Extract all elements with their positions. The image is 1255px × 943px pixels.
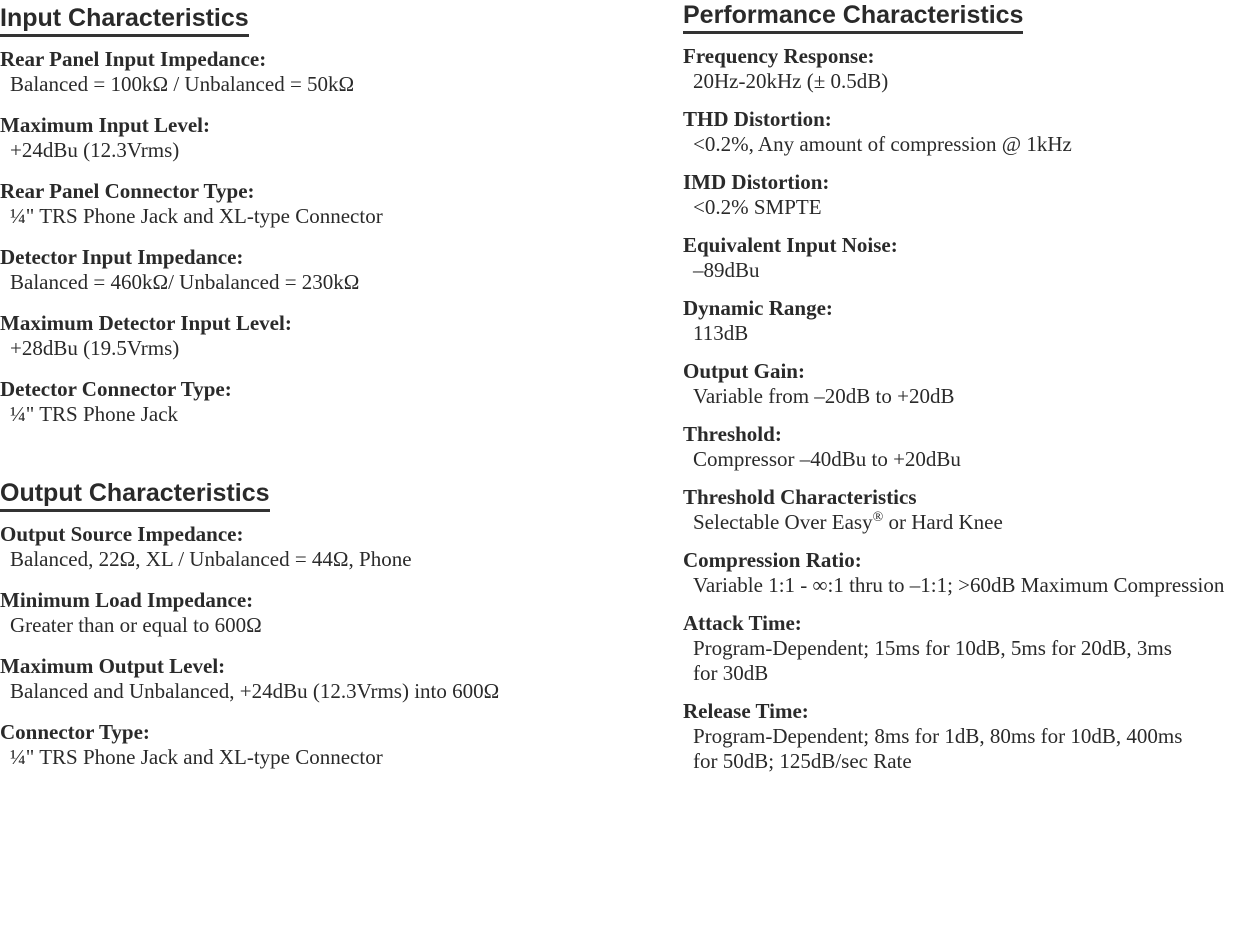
spec-label: Threshold: (683, 422, 782, 446)
spec-output-gain (683, 359, 1255, 409)
spec-label: Release Time: (683, 699, 809, 723)
spec-label: Maximum Detector Input Level: (0, 311, 292, 335)
right-column (683, 0, 1255, 787)
spec-value: ¼" TRS Phone Jack (10, 402, 179, 426)
spec-output-source-impedance (0, 522, 640, 572)
spec-connector-type (0, 720, 640, 770)
spec-label: IMD Distortion: (683, 170, 830, 194)
spec-label: Connector Type: (0, 720, 150, 744)
spec-value: ¼" TRS Phone Jack and XL-type Connector (10, 745, 383, 769)
spec-threshold-characteristics (683, 485, 1255, 535)
input-characteristics-heading: Input Characteristics (0, 4, 249, 37)
spec-value-text: or Hard Knee (883, 510, 1003, 534)
spec-value: Program-Dependent; 8ms for 1dB, 80ms for 10dB, 400ms for 50dB; 125dB/sec Rate (693, 724, 1183, 773)
spec-label: Detector Connector Type: (0, 377, 232, 401)
spec-equivalent-input-noise (683, 233, 1255, 283)
spec-frequency-response (683, 44, 1255, 94)
performance-characteristics-heading: Performance Characteristics (683, 1, 1023, 34)
spec-maximum-detector-input-level (0, 311, 640, 361)
spec-maximum-output-level (0, 654, 640, 704)
spec-value: 20Hz-20kHz (± 0.5dB) (693, 69, 889, 93)
spec-value: Balanced, 22Ω, XL / Unbalanced = 44Ω, Phone (10, 547, 412, 571)
spec-value-text: Selectable Over Easy (693, 510, 873, 534)
spec-value: Variable from –20dB to +20dB (693, 384, 955, 408)
spec-thd-distortion (683, 107, 1255, 157)
spec-label: Maximum Output Level: (0, 654, 226, 678)
spec-compression-ratio (683, 548, 1255, 598)
spec-value: Greater than or equal to 600Ω (10, 613, 262, 637)
spec-value: Balanced = 100kΩ / Unbalanced = 50kΩ (10, 72, 355, 96)
spec-detector-connector-type (0, 377, 640, 427)
spec-maximum-input-level (0, 113, 640, 163)
spec-label: Rear Panel Connector Type: (0, 179, 255, 203)
spec-label: Equivalent Input Noise: (683, 233, 898, 257)
spec-value: Variable 1:1 - ∞:1 thru to –1:1; >60dB Maximum Compression (693, 573, 1225, 597)
spec-value: 113dB (693, 321, 749, 345)
spec-value: +24dBu (12.3Vrms) (10, 138, 180, 162)
spec-threshold (683, 422, 1255, 472)
spec-label: Rear Panel Input Impedance: (0, 47, 267, 71)
left-column (0, 0, 640, 786)
spec-value: Balanced and Unbalanced, +24dBu (12.3Vrms) into 600Ω (10, 679, 500, 703)
spec-value: <0.2% SMPTE (693, 195, 822, 219)
spec-imd-distortion (683, 170, 1255, 220)
spec-label: THD Distortion: (683, 107, 832, 131)
spec-label: Output Source Impedance: (0, 522, 244, 546)
spec-detector-input-impedance (0, 245, 640, 295)
spec-label: Threshold Characteristics (683, 485, 917, 509)
spec-value (683, 510, 1255, 535)
spec-value: ¼" TRS Phone Jack and XL-type Connector (10, 204, 383, 228)
spec-label: Compression Ratio: (683, 548, 862, 572)
spec-rear-panel-input-impedance (0, 47, 640, 97)
spec-value: +28dBu (19.5Vrms) (10, 336, 180, 360)
registered-mark: ® (872, 510, 884, 525)
spec-value: Compressor –40dBu to +20dBu (693, 447, 961, 471)
spec-label: Dynamic Range: (683, 296, 833, 320)
spec-label: Frequency Response: (683, 44, 875, 68)
spec-value: <0.2%, Any amount of compression @ 1kHz (693, 132, 1072, 156)
spec-label: Attack Time: (683, 611, 802, 635)
spec-minimum-load-impedance (0, 588, 640, 638)
spec-release-time (683, 699, 1255, 774)
spec-rear-panel-connector-type (0, 179, 640, 229)
spec-attack-time (683, 611, 1255, 686)
spec-label: Minimum Load Impedance: (0, 588, 254, 612)
output-characteristics-heading: Output Characteristics (0, 479, 270, 512)
spec-value: Balanced = 460kΩ/ Unbalanced = 230kΩ (10, 270, 360, 294)
spec-dynamic-range (683, 296, 1255, 346)
spec-label: Maximum Input Level: (0, 113, 210, 137)
spec-value: Program-Dependent; 15ms for 10dB, 5ms for 20dB, 3ms for 30dB (693, 636, 1172, 685)
spec-label: Detector Input Impedance: (0, 245, 244, 269)
spec-value: –89dBu (693, 258, 760, 282)
spec-label: Output Gain: (683, 359, 805, 383)
